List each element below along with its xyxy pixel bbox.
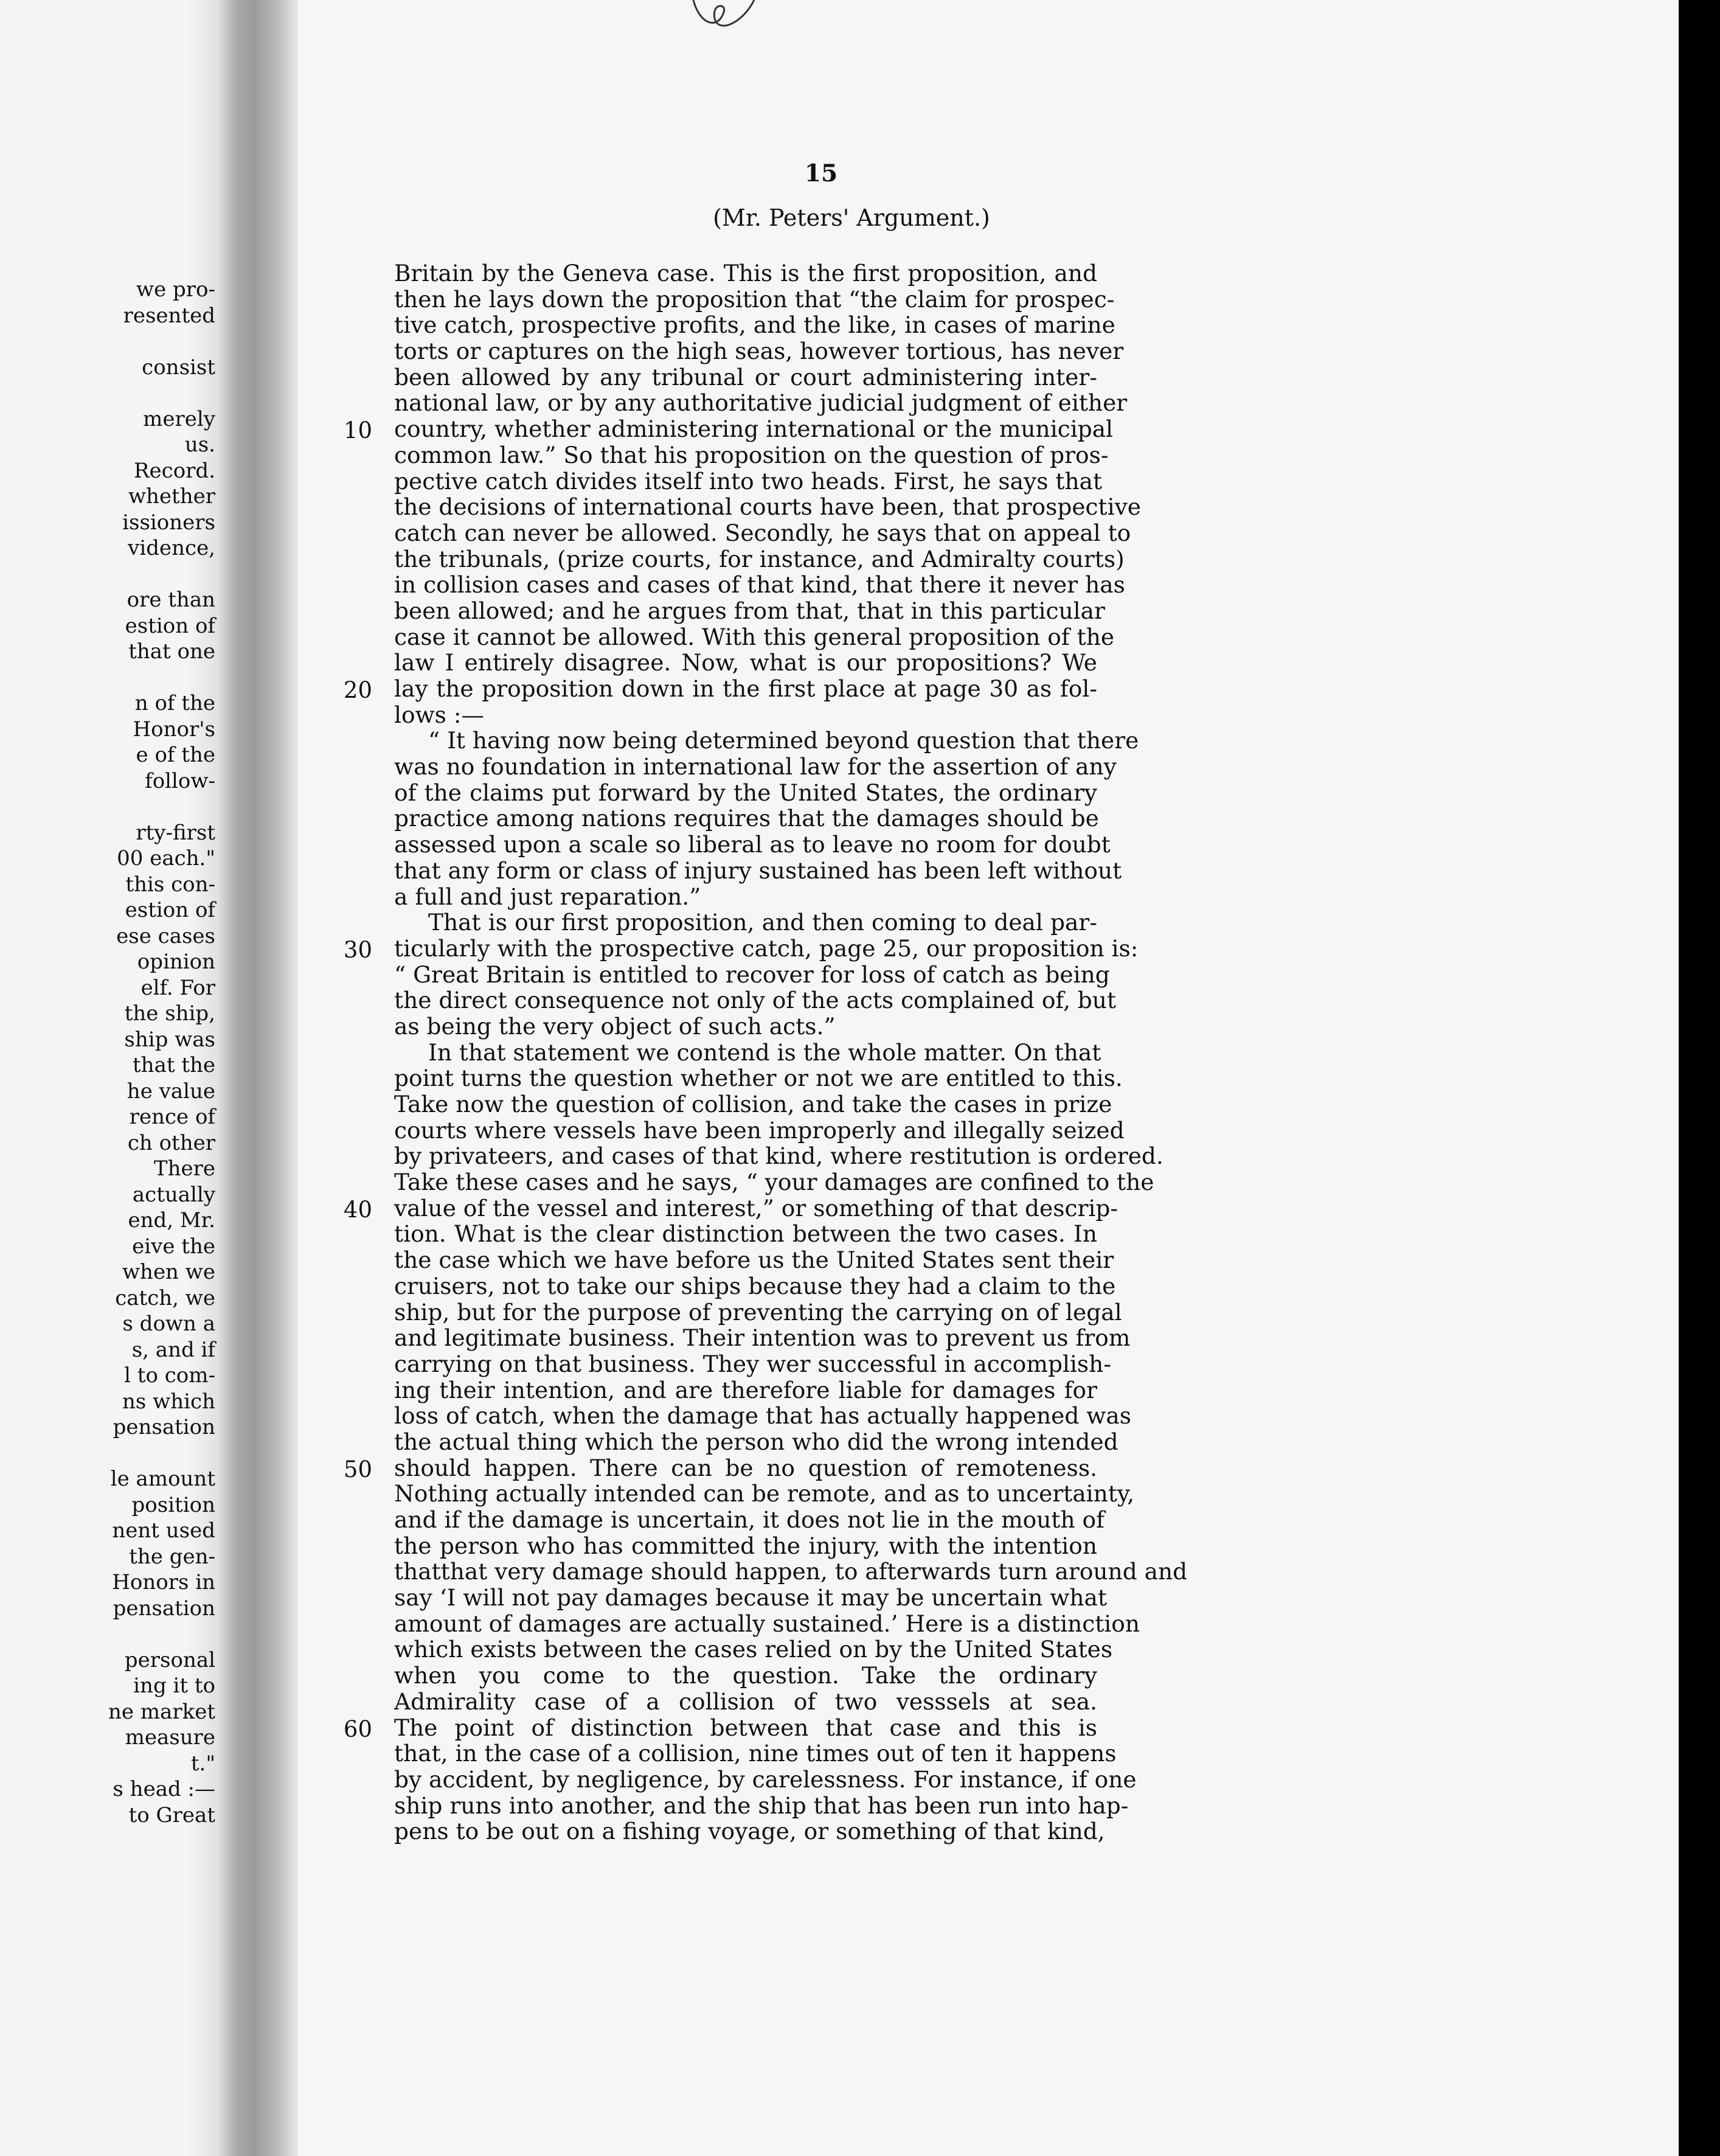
body-line: That is our first proposition, and then coming to deal par- (428, 909, 1097, 936)
facing-page-line: whether (128, 484, 215, 509)
body-line: should happen. There can be no question of remoteness. (394, 1454, 1097, 1481)
facing-page-line: end, Mr. (128, 1208, 215, 1233)
running-head: (Mr. Peters' Argument.) (713, 204, 990, 231)
body-line: Take these cases and he says, “ your damages are confined to the (394, 1169, 1154, 1196)
body-line: ship runs into another, and the ship that has been run into hap- (394, 1792, 1129, 1819)
body-line: of the claims put forward by the United States, the ordinary (394, 779, 1097, 806)
facing-page-line: There (153, 1156, 215, 1181)
body-line: the direct consequence not only of the acts complained of, but (394, 987, 1117, 1014)
body-line: then he lays down the proposition that “the claim for prospec- (394, 285, 1115, 313)
facing-page-line: resented (123, 303, 215, 328)
body-line: courts where vessels have been improperly and illegally seized (394, 1116, 1125, 1144)
body-line: that any form or class of injury sustained has been left without (394, 857, 1122, 884)
facing-page-line: actually (132, 1182, 215, 1207)
facing-page-line (0, 1621, 219, 1647)
body-line: the decisions of international courts have been, that prospective (394, 493, 1141, 521)
body-line: been allowed; and he argues from that, that in this particular (394, 597, 1105, 624)
body-line: national law, or by any authoritative judicial judgment of either (394, 389, 1128, 417)
facing-page-line: ing it to (133, 1674, 215, 1698)
facing-page-line: when we (122, 1260, 215, 1284)
body-line: thatthat very damage should happen, to afterwards turn around and (394, 1558, 1188, 1585)
body-line: Britain by the Geneva case. This is the first proposition, and (394, 260, 1097, 287)
body-line: ticularly with the prospective catch, page 25, our proposition is: (394, 934, 1139, 962)
line-number-30: 30 (343, 937, 372, 964)
facing-page-line: ese cases (116, 923, 215, 948)
body-line: The point of distinction between that case and this is (394, 1714, 1097, 1741)
body-line: “ Great Britain is entitled to recover for loss of catch as being (394, 961, 1110, 988)
body-line: Nothing actually intended can be remote, and as to uncertainty, (394, 1480, 1135, 1507)
line-number-60: 60 (343, 1716, 372, 1743)
facing-page-line: the gen- (129, 1544, 215, 1569)
body-line: was no foundation in international law for the assertion of any (394, 753, 1117, 781)
facing-page-line: 00 each." (117, 846, 215, 871)
facing-page-line: issioners (122, 510, 215, 535)
line-number-50: 50 (343, 1456, 372, 1483)
body-line: and legitimate business. Their intention was to prevent us from (394, 1324, 1131, 1352)
body-line: loss of catch, when the damage that has actually happened was (394, 1402, 1131, 1430)
facing-page-line: e of the (136, 743, 215, 767)
line-number-10: 10 (343, 417, 372, 444)
facing-page-line: eive the (132, 1234, 215, 1259)
body-line: the actual thing which the person who did the wrong intended (394, 1428, 1118, 1455)
facing-page-line: estion of (125, 898, 215, 922)
facing-page-line: s down a (122, 1312, 215, 1336)
facing-page-line: consist (142, 355, 215, 380)
facing-page-line: Record. (133, 458, 215, 483)
body-line: point turns the question whether or not we are entitled to this. (394, 1065, 1123, 1092)
body-line: cruisers, not to take our ships because they had a claim to the (394, 1272, 1116, 1299)
facing-page-line: the ship, (124, 1001, 215, 1026)
facing-page-line: catch, we (115, 1285, 215, 1310)
top-scribble-mark (687, 0, 760, 37)
facing-page-line: vidence, (128, 536, 215, 560)
facing-page-line: pensation (113, 1596, 215, 1621)
facing-page-line: measure (125, 1725, 215, 1750)
body-line: In that statement we contend is the whole matter. On that (428, 1038, 1101, 1066)
facing-page-line: l to com- (124, 1363, 215, 1388)
facing-page-line: elf. For (140, 975, 215, 1000)
facing-page-line: Honors in (112, 1570, 215, 1594)
facing-page-edge (0, 0, 219, 2156)
facing-page-line (0, 665, 219, 691)
book-gutter-shadow (219, 0, 298, 2156)
facing-page-line: follow- (145, 768, 215, 793)
body-line: common law.” So that his proposition on the question of pros- (394, 441, 1109, 468)
facing-page-line: le amount (110, 1467, 215, 1491)
body-line: “ It having now being determined beyond question that there (428, 727, 1139, 754)
facing-page-line: s, and if (131, 1337, 215, 1362)
body-line: when you come to the question. Take the ordinary (394, 1662, 1097, 1689)
facing-page-line: opinion (137, 950, 215, 974)
facing-page-line: rence of (129, 1105, 215, 1129)
body-line: law I entirely disagree. Now, what is our propositions? We (394, 649, 1097, 676)
body-line: tion. What is the clear distinction between the two cases. In (394, 1220, 1097, 1248)
body-line: and if the damage is uncertain, it does not lie in the mouth of (394, 1506, 1104, 1533)
facing-page-line: rty-first (136, 820, 215, 845)
body-line: amount of damages are actually sustained.’ Here is a distinction (394, 1610, 1140, 1637)
facing-page-line: ne market (108, 1699, 215, 1724)
facing-page-text (0, 277, 219, 1828)
facing-page-line: merely (143, 406, 215, 431)
facing-page-line: t." (190, 1751, 215, 1776)
body-line: pens to be out on a fishing voyage, or something of that kind, (394, 1818, 1105, 1845)
facing-page-line: ch other (127, 1130, 215, 1155)
body-line: country, whether administering international or the municipal (394, 416, 1114, 443)
facing-page-line: ship was (124, 1027, 215, 1052)
facing-page-line (0, 1441, 219, 1467)
body-line: case it cannot be allowed. With this general proposition of the (394, 623, 1115, 650)
body-line: assessed upon a scale so liberal as to leave no room for doubt (394, 831, 1111, 858)
facing-page-line: nent used (112, 1518, 215, 1543)
body-line: catch can never be allowed. Secondly, he says that on appeal to (394, 519, 1131, 546)
line-number-20: 20 (343, 677, 372, 704)
facing-page-line (0, 794, 219, 820)
facing-page-line: personal (124, 1647, 215, 1672)
body-line: that, in the case of a collision, nine times out of ten it happens (394, 1740, 1117, 1767)
body-line: ing their intention, and are therefore liable for damages for (394, 1376, 1097, 1403)
facing-page-line: s head :— (113, 1777, 215, 1801)
facing-page-line: us. (184, 433, 215, 457)
body-line: the case which we have before us the United States sent their (394, 1247, 1114, 1274)
facing-page-line: ns which (122, 1389, 215, 1414)
body-line: say ‘I will not pay damages because it may be uncertain what (394, 1584, 1107, 1612)
body-line: been allowed by any tribunal or court administering inter- (394, 363, 1097, 391)
body-line: carrying on that business. They wer successful in accomplish- (394, 1350, 1111, 1377)
facing-page-line: ore than (127, 588, 215, 612)
facing-page-line: that the (133, 1053, 215, 1077)
facing-page-line: he value (127, 1079, 215, 1104)
body-line: the tribunals, (prize courts, for instance, and Admiralty courts) (394, 545, 1125, 572)
facing-page-line: position (131, 1492, 215, 1517)
body-line: by accident, by negligence, by carelessness. For instance, if one (394, 1765, 1137, 1793)
facing-page-line (0, 562, 219, 588)
body-line: value of the vessel and interest,” or something of that descrip- (394, 1194, 1118, 1222)
body-line: as being the very object of such acts.” (394, 1012, 836, 1040)
facing-page-line: this con- (125, 872, 215, 897)
body-line: Take now the question of collision, and take the cases in prize (394, 1091, 1112, 1118)
body-line: ship, but for the purpose of preventing the carrying on of legal (394, 1298, 1122, 1326)
body-line: torts or captures on the high seas, however tortious, has never (394, 338, 1124, 365)
body-line: a full and just reparation.” (394, 883, 701, 910)
body-line: in collision cases and cases of that kind, that there it never has (394, 571, 1125, 599)
body-line: practice among nations requires that the damages should be (394, 805, 1099, 832)
facing-page-line: pensation (113, 1415, 215, 1439)
body-line: pective catch divides itself into two heads. First, he says that (394, 467, 1103, 495)
body-line: lay the proposition down in the first place at page 30 as fol- (394, 675, 1097, 702)
body-line: Admirality case of a collision of two vesssels at sea. (394, 1688, 1097, 1715)
body-line: which exists between the cases relied on by the United States (394, 1636, 1113, 1663)
facing-page-line: to Great (128, 1803, 215, 1827)
facing-page-line: Honor's (133, 717, 215, 742)
body-line: the person who has committed the injury, with the intention (394, 1532, 1097, 1559)
facing-page-line: estion of (125, 613, 215, 638)
facing-page-line: we pro- (136, 277, 215, 302)
body-line: by privateers, and cases of that kind, where restitution is ordered. (394, 1142, 1163, 1170)
facing-page-line (0, 329, 219, 355)
facing-page-line: that one (128, 639, 215, 664)
body-line: tive catch, prospective profits, and the like, in cases of marine (394, 311, 1115, 339)
page-number: 15 (804, 159, 838, 187)
body-line: lows :— (394, 701, 484, 728)
body-text (394, 260, 1188, 1845)
facing-page-line (0, 380, 219, 406)
line-number-40: 40 (343, 1197, 372, 1223)
document-page (298, 0, 1679, 2156)
facing-page-line: n of the (134, 691, 215, 715)
